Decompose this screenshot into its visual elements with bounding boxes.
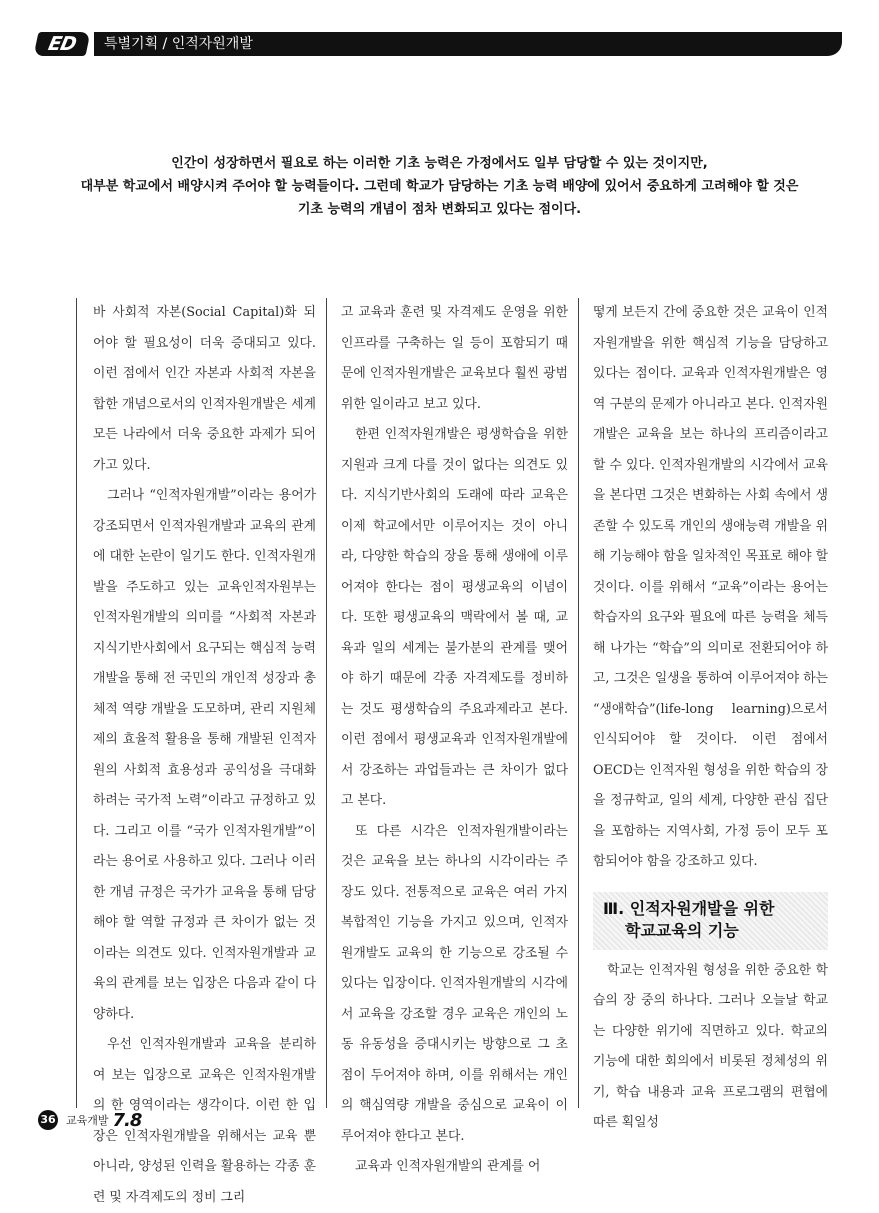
text-column-2 [326, 298, 570, 1174]
intro-lead [80, 152, 799, 221]
paragraph: 바 사회적 자본(Social Capital)화 되어야 할 필요성이 더욱 증대되고 있다. 이런 점에서 인간 자본과 사회적 자본을 합한 개념으로서의 인적자원개발은 세계 모든 나라에서 더욱 중요한 과제가 되어가고 있다. [93, 305, 316, 473]
paragraph: 학교는 인적자원 형성을 위한 중요한 학습의 장 중의 하나다. 그러나 오늘날 학교는 다양한 위기에 직면하고 있다. 학교의 기능에 대한 회의에서 비롯된 정체성의 위기, 학습 내용과 교육 프로그램의 편협에 따른 획일성 [593, 962, 828, 1130]
section-heading [593, 892, 828, 950]
publication-name: 교육개발 [66, 1114, 109, 1127]
intro-line: 기초 능력의 개념이 점차 변화되고 있다는 점이다. [297, 202, 582, 217]
paragraph: 떻게 보든지 간에 중요한 것은 교육이 인적자원개발을 위한 핵심적 기능을 담당하고 있다는 점이다. 교육과 인적자원개발은 영역 구분의 문제가 아니라고 본다. 인적자원개발은 교육을 보는 하나의 프리즘이라고 할 수 있다. 인적자원개발의 시각에서 교육을 본다면 그것은 변화하는 사회 속에서 생존할 수 있도록 개인의 생애능력 개발을 위해 기능해야 함을 일차적인 목표로 해야 할 것이다. 이를 위해서 “교육”이라는 용어는 학습자의 요구와 필요에 따른 능력을 체득해 나가는 “학습”의 의미로 전환되어야 하고, 그것은 일생을 통하여 이루어져야 하는 “생애학습”(life-long learning)으로서 인식되어야 할 것이다. 이런 점에서 OECD는 인적자원 형성을 위한 학습의 장을 정규학교, 일의 세계, 다양한 관심 집단을 포함하는 지역사회, 가정 등이 모두 포함되어야 함을 강조하고 있다. [593, 305, 828, 869]
paragraph: 또 다른 시각은 인적자원개발이라는 것은 교육을 보는 하나의 시각이라는 주장도 있다. 전통적으로 교육은 여러 가지 복합적인 기능을 가지고 있으며, 인적자원개발도 교육의 한 기능으로 강조될 수 있다는 입장이다. 인적자원개발의 시각에서 교육을 강조할 경우 교육은 개인의 노동 유동성을 증대시키는 방향으로 그 초점이 두어져야 하며, 이를 위해서는 개인의 핵심역량 개발을 중심으로 교육이 이루어져야 한다고 본다. [341, 823, 568, 1144]
intro-line: 대부분 학교에서 배양시켜 주어야 할 능력들이다. 그런데 학교가 담당하는 기초 능력 배양에 있어서 중요하게 고려해야 할 것은 [80, 179, 799, 194]
paragraph: 고 교육과 훈련 및 자격제도 운영을 위한 인프라를 구축하는 일 등이 포함되기 때문에 인적자원개발은 교육보다 훨씬 광범위한 일이라고 보고 있다. [341, 305, 568, 412]
paragraph: 우선 인적자원개발과 교육을 분리하여 보는 입장으로 교육은 인적자원개발의 한 영역이라는 생각이다. 이런 한 입장은 인적자원개발을 위해서는 교육 뿐 아니라, 양성된 인력을 활용하는 각종 훈련 및 자격제도의 정비 그리 [93, 1037, 316, 1205]
page-number: 36 [38, 1110, 58, 1130]
section-title: 특별기획 / 인적자원개발 [94, 32, 842, 56]
text-column-3 [578, 298, 828, 1130]
section-heading-line: 학교교육의 기능 [625, 920, 739, 940]
paragraph: 그러나 “인적자원개발”이라는 용어가 강조되면서 인적자원개발과 교육의 관계에 대한 논란이 일기도 한다. 인적자원개발을 주도하고 있는 교육인적자원부는 인적자원개발의 의미를 “사회적 자본과 지식기반사회에서 요구되는 핵심적 능력개발을 통해 전 국민의 개인적 성장과 총체적 역량 개발을 도모하며, 관리 지원체제의 효율적 활용을 통해 개발된 인적자원의 사회적 효용성과 공익성을 극대화하려는 국가적 노력”이라고 규정하고 있다. 그리고 이를 “국가 인적자원개발”이라는 용어로 사용하고 있다. 그러나 이러한 개념 규정은 국가가 교육을 통해 담당해야 할 역할 규정과 큰 차이가 없는 것이라는 의견도 있다. 인적자원개발과 교육의 관계를 보는 입장은 다음과 같이 다양하다. [93, 488, 316, 1022]
section-heading-line: Ⅲ. 인적자원개발을 위한 [603, 898, 775, 918]
header-bar [36, 32, 842, 56]
ed-logo: ED [33, 32, 90, 56]
paragraph: 한편 인적자원개발은 평생학습을 위한 지원과 크게 다를 것이 없다는 의견도 있다. 지식기반사회의 도래에 따라 교육은 이제 학교에서만 이루어지는 것이 아니라, 다양한 학습의 장을 통해 생애에 이루어져야 한다는 점이 평생교육의 이념이다. 또한 평생교육의 맥락에서 볼 때, 교육과 일의 세계는 불가분의 관계를 맺어야 하기 때문에 각종 자격제도를 정비하는 것도 평생학습의 주요과제라고 본다. 이런 점에서 평생교육과 인적자원개발에서 강조하는 과업들과는 큰 차이가 없다고 본다. [341, 427, 568, 808]
issue-number: 7.8 [112, 1109, 142, 1131]
page-footer [38, 1108, 141, 1132]
paragraph: 교육과 인적자원개발의 관계를 어 [355, 1159, 541, 1174]
intro-line: 인간이 성장하면서 필요로 하는 이러한 기초 능력은 가정에서도 일부 담당할 수 있는 것이지만, [171, 156, 708, 171]
